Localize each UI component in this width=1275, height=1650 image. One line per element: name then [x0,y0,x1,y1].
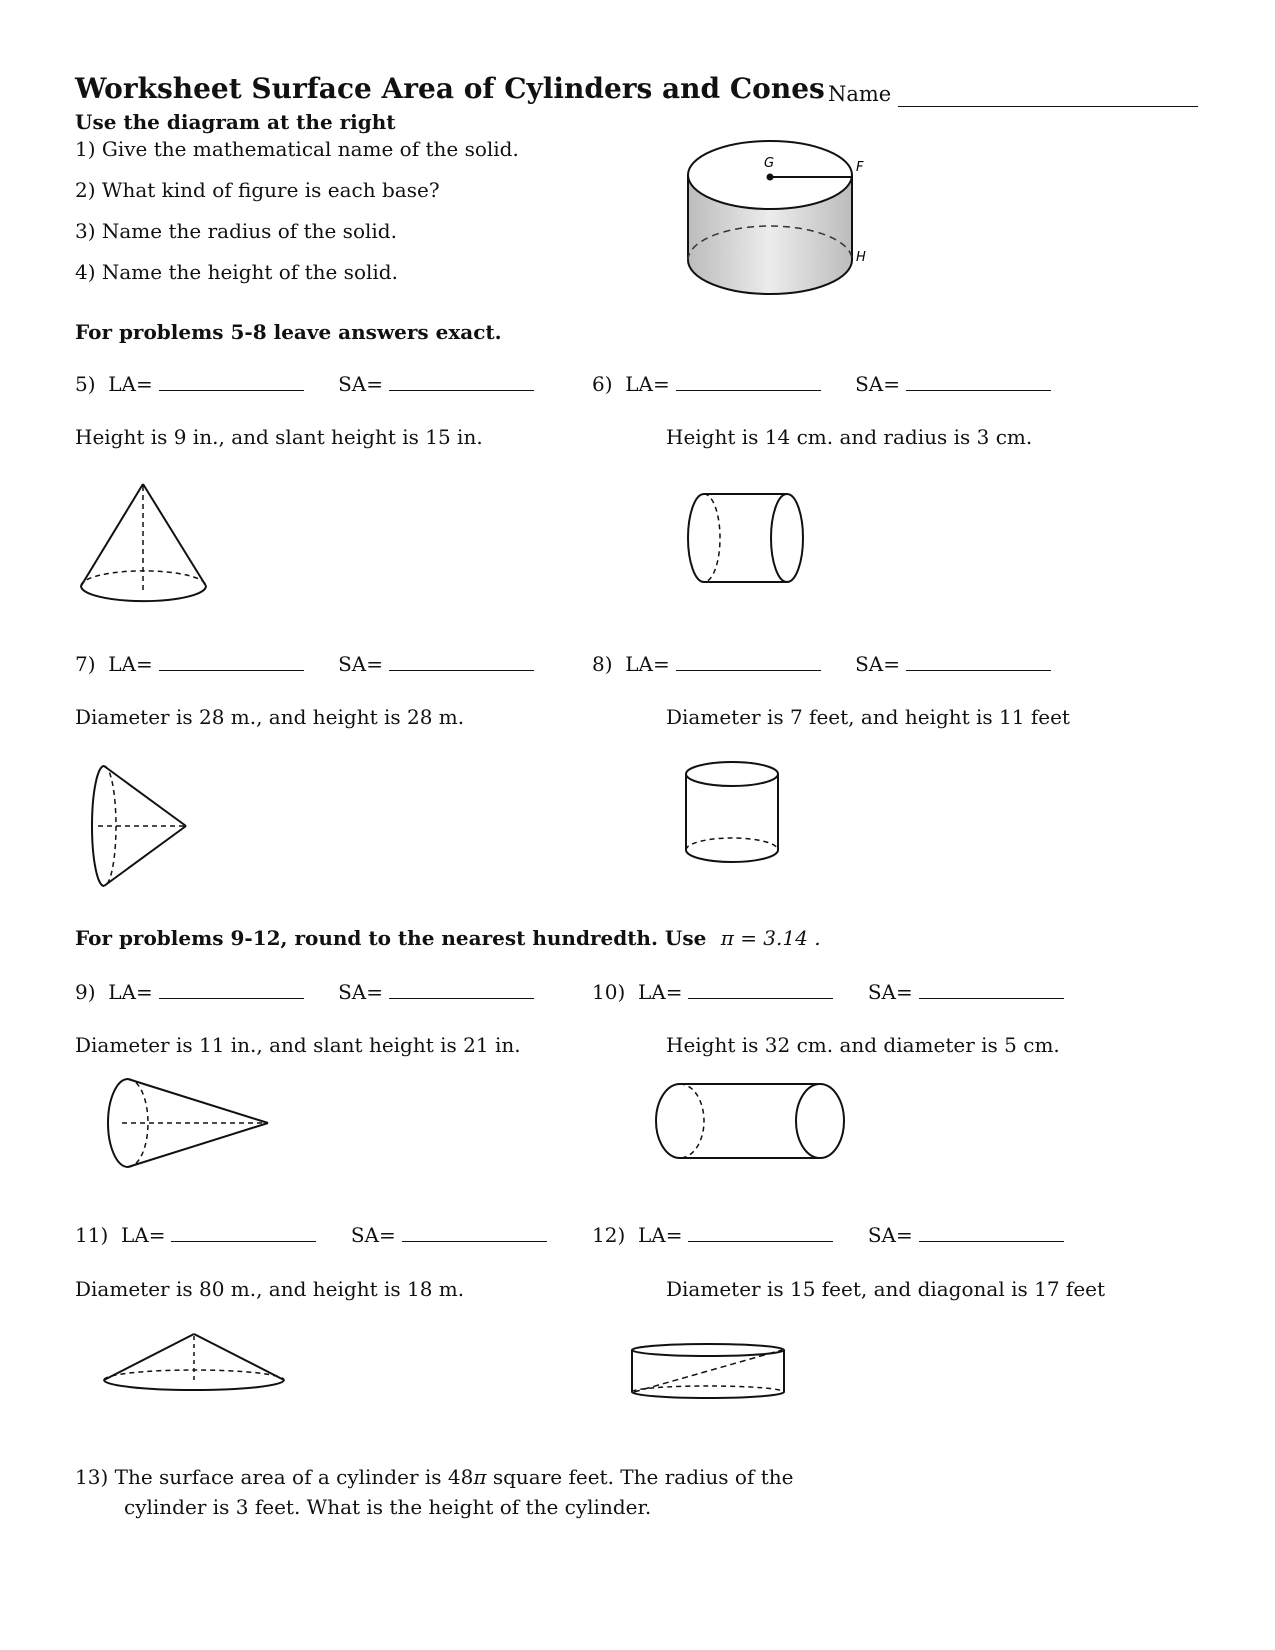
problem-12-number: 12) [592,1223,626,1247]
name-blank[interactable] [898,106,1198,107]
sa-blank[interactable] [919,1240,1064,1242]
problem-10-number: 10) [592,980,626,1004]
horizontal-cylinder-figure [672,490,812,590]
sa-label: SA= [855,652,900,676]
problem-9-answers [75,980,534,1004]
label-g: G [764,156,775,171]
question-3: 3) Name the radius of the solid. [75,219,397,243]
sa-label: SA= [855,372,900,396]
problem-8-description: Diameter is 7 feet, and height is 11 feet [666,705,1070,729]
problem-13-line-2: cylinder is 3 feet. What is the height of the cylinder. [124,1495,652,1519]
sa-blank[interactable] [919,997,1064,999]
sa-label: SA= [338,980,383,1004]
la-label: LA= [625,652,670,676]
problem-13-line-1 [75,1465,793,1489]
problem-5-answers [75,372,534,396]
la-label: LA= [120,1223,166,1247]
sideways-cone-figure [90,762,200,892]
name-label: Name [828,82,892,106]
problem-6-number: 6) [592,372,613,396]
question-4: 4) Name the height of the solid. [75,260,398,284]
sa-blank[interactable] [389,389,534,391]
problem-5-number: 5) [75,372,96,396]
la-label: LA= [637,980,683,1004]
cone-figure [75,480,215,610]
problem-6-answers [592,372,1051,396]
problem-8-number: 8) [592,652,613,676]
la-blank[interactable] [159,669,304,671]
long-sideways-cone-figure [100,1075,280,1175]
sa-blank[interactable] [389,669,534,671]
la-label: LA= [108,372,153,396]
la-blank[interactable] [676,669,821,671]
la-blank[interactable] [688,1240,833,1242]
problem-11-description: Diameter is 80 m., and height is 18 m. [75,1277,465,1301]
problem-6-description: Height is 14 cm. and radius is 3 cm. [666,425,1033,449]
problem-7-answers [75,652,534,676]
worksheet-title: Worksheet Surface Area of Cylinders and Cones [75,72,825,105]
problem-13-prefix: 13) The surface area of a cylinder is 48 [75,1465,474,1489]
sa-label: SA= [338,372,383,396]
label-f: F [856,160,864,175]
flat-cone-figure [100,1330,290,1400]
problem-13-pi: π [473,1465,487,1489]
problem-12-answers [592,1223,1064,1247]
problem-12-description: Diameter is 15 feet, and diagonal is 17 feet [666,1277,1106,1301]
la-label: LA= [637,1223,683,1247]
sa-label: SA= [867,980,913,1004]
problem-10-answers [592,980,1064,1004]
label-h: H [856,250,866,265]
sa-blank[interactable] [389,997,534,999]
question-2: 2) What kind of figure is each base? [75,178,440,202]
la-label: LA= [625,372,670,396]
flat-cylinder-diagonal-figure [628,1340,793,1405]
problem-7-number: 7) [75,652,96,676]
problem-11-number: 11) [75,1223,109,1247]
sa-label: SA= [350,1223,396,1247]
la-blank[interactable] [676,389,821,391]
problem-5-description: Height is 9 in., and slant height is 15 in. [75,425,483,449]
problem-10-description: Height is 32 cm. and diameter is 5 cm. [666,1033,1060,1057]
problem-13-suffix: square feet. The radius of the [486,1465,794,1489]
sa-blank[interactable] [402,1240,547,1242]
la-label: LA= [108,980,153,1004]
la-blank[interactable] [171,1240,316,1242]
long-horizontal-cylinder-figure [650,1080,860,1170]
la-blank[interactable] [159,389,304,391]
la-label: LA= [108,652,153,676]
upright-cylinder-figure [684,758,784,870]
intro-instruction: Use the diagram at the right [75,110,396,134]
sa-blank[interactable] [906,389,1051,391]
la-blank[interactable] [688,997,833,999]
pi-value: π = 3.14 . [720,926,821,950]
sa-blank[interactable] [906,669,1051,671]
reference-cylinder-diagram [680,135,880,305]
problem-11-answers [75,1223,547,1247]
section1-heading: For problems 5-8 leave answers exact. [75,320,502,344]
sa-label: SA= [338,652,383,676]
section2-heading: For problems 9-12, round to the nearest hundredth. Use [75,926,707,950]
problem-8-answers [592,652,1051,676]
problem-9-number: 9) [75,980,96,1004]
sa-label: SA= [867,1223,913,1247]
problem-7-description: Diameter is 28 m., and height is 28 m. [75,705,465,729]
la-blank[interactable] [159,997,304,999]
problem-9-description: Diameter is 11 in., and slant height is 21 in. [75,1033,521,1057]
question-1: 1) Give the mathematical name of the solid. [75,137,519,161]
section2-heading-row [75,926,821,950]
